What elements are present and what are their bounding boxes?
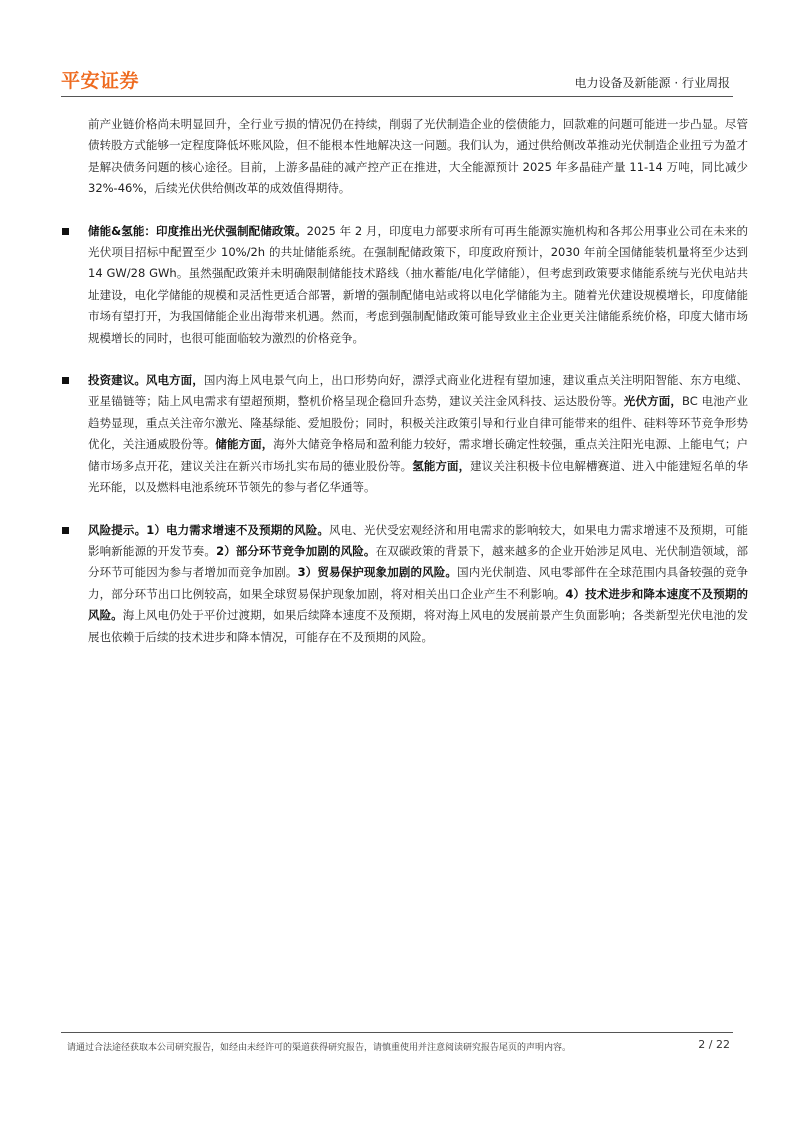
bold-run: 储能方面， [215, 437, 274, 452]
bold-run: 2）部分环节竞争加剧的风险。 [216, 543, 376, 558]
page-number: 2 / 22 [698, 1038, 730, 1051]
bullet-icon [62, 228, 69, 235]
text-run: 在双碳政策的背景下，越来越多的企业开始涉足风电、光伏制造领域，部分环节可能因为参与者增加而竞争加剧。 [88, 543, 748, 580]
bold-run: 风险提示。1）电力需求增速不及预期的风险。 [88, 522, 329, 537]
text-run: 2025 年 2 月，印度电力部要求所有可再生能源实施机构和各邦公用事业公司在未来的光伏项目招标中配置至少 10%/2h 的共址储能系统。在强制配储政策下，印度政府预计，2030 年前全国储能装机量将至少达到 14 GW/28 GWh。虽然强配政策并未明确限制储能技术路线（抽水蓄能/电化学储能），但考虑到政策要求储能系统与光伏电站共址建设，电化学储能的规模和灵活性更适合部署，新增的强制配储电站或将以电化学储能为主。随着光伏建设规模增长，印度储能市场有望打开，为我国储能企业出海带来机遇。然而，考虑到强制配储政策可能导致业主企业更关注储能系统价格，印度大储市场规模增长的同时，也很可能面临较为激烈的价格竞争。 [88, 223, 749, 345]
text-run: 海上风电仍处于平价过渡期，如果后续降本速度不及预期，将对海上风电的发展前景产生负面影响；各类新型光伏电池的发展也依赖于后续的技术进步和降本情况，可能存在不及预期的风险。 [88, 608, 749, 644]
text-run: 风电、光伏受宏观经济和用电需求的影响较大，如果电力需求增速不及预期，可能影响新能源的开发节奏。 [88, 522, 748, 558]
brand-logo: 平安证券 [61, 70, 140, 92]
text-run: 国内海上风电景气向上，出口形势向好，漂浮式商业化进程有望加速，建议重点关注明阳智能、东方电缆、亚星锚链等；陆上风电需求有望超预期，整机价格呈现企稳回升态势，建议关注金风科技、运达股份等。 [88, 373, 749, 409]
bold-run: 氢能方面， [412, 458, 471, 473]
section-storage-hydrogen [62, 221, 748, 349]
bold-run: 投资建议。风电方面， [88, 373, 204, 388]
report-category: 电力设备及新能源 · 行业周报 [574, 76, 730, 90]
footer-divider [61, 1032, 733, 1033]
bullet-icon [62, 377, 69, 384]
footer-disclaimer: 请通过合法途径获取本公司研究报告，如经由未经许可的渠道获得研究报告，请慎重使用并注意阅读研究报告尾页的声明内容。 [67, 1043, 572, 1053]
bullet-icon [62, 527, 69, 534]
text-run: 国内光伏制造、风电零部件在全球范围内具备较强的竞争力，部分环节出口比例较高，如果全球贸易保护现象加剧，将对相关出口企业产生不利影响。 [88, 565, 748, 601]
report-body [62, 114, 748, 648]
bold-run: 光伏方面， [623, 394, 683, 409]
section-risk-warning [62, 520, 748, 648]
section-investment-advice [62, 370, 748, 498]
text-run: 海外大储竞争格局和盈利能力较好，需求增长确定性较强，重点关注阳光电源、上能电气；户储市场多点开花，建议关注在新兴市场扎实布局的德业股份等。 [88, 437, 749, 473]
intro-paragraph: 前产业链价格尚未明显回升，全行业亏损的情况仍在持续，削弱了光伏制造企业的偿债能力，回款难的问题可能进一步凸显。尽管债转股方式能够一定程度降低坏账风险，但不能根本性地解决这一问题。我们认为，通过供给侧改革推动光伏制造企业扭亏为盈才是解决债务问题的核心途径。目前，上游多晶硅的减产控产正在推进，大全能源预计 2025 年多晶硅产量 11-14 万吨，同比减少 32%-46%，后续光伏供给侧改革的成效值得期待。 [88, 117, 748, 196]
section-paragraph [88, 370, 748, 498]
header-divider [61, 96, 733, 97]
text-run: BC 电池产业趋势显现，重点关注帝尔激光、隆基绿能、爱旭股份；同时，积极关注政策引导和行业自律可能带来的组件、硅料等环节竞争形势优化，关注通威股份等。 [88, 394, 749, 452]
section-paragraph [88, 520, 748, 648]
bold-run: 3）贸易保护现象加剧的风险。 [297, 565, 458, 580]
text-run: 建议关注积极卡位电解槽赛道、进入中能建短名单的华光环能，以及燃料电池系统环节领先的参与者亿华通等。 [88, 458, 749, 495]
bold-run: 4）技术进步和降本速度不及预期的风险。 [88, 586, 749, 623]
section-paragraph [88, 221, 748, 349]
bold-run: 储能&氢能：印度推出光伏强制配储政策。 [88, 223, 307, 238]
